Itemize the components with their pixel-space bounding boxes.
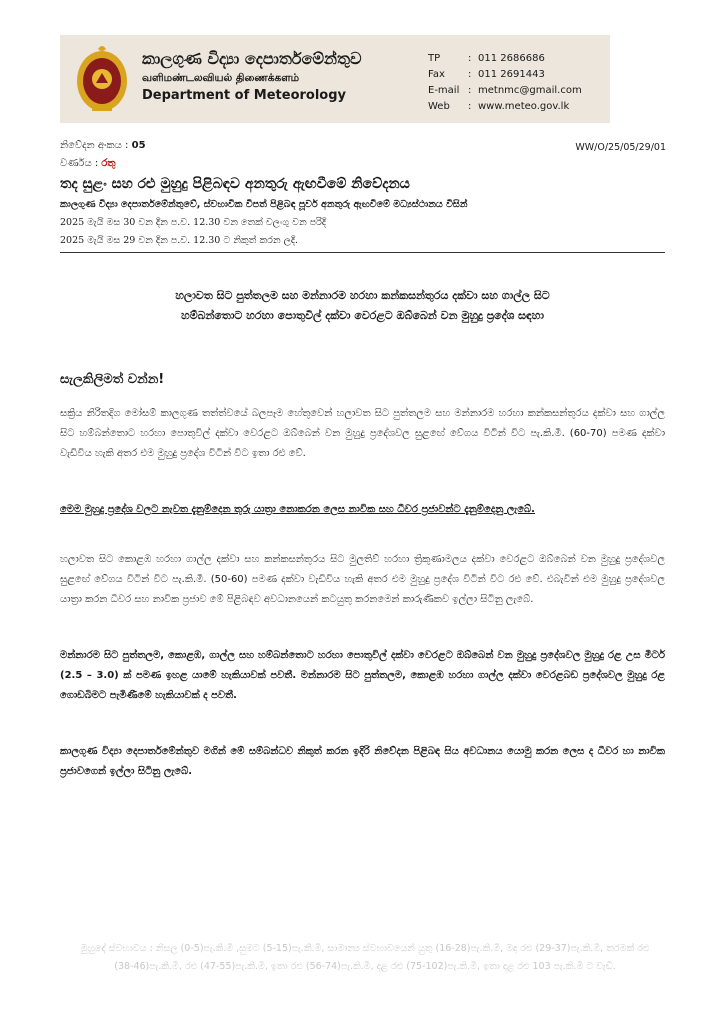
notice-title: තද සුළං සහ රළු මුහුදු පිළිබඳව අනතුරු ඇඟවීමේ නිවේදනය [60, 176, 410, 192]
paragraph: මන්නාරම සිට පුත්තලම, කොළඹ, ගාල්ල සහ හම්බන්තොට හරහා පොතුවිල් දක්වා වෙරළට ඔබ්බෙන් වන මුහුදු ප්‍රදේශවල මුහුදු රළ උස මීටර් (2.5 – 3.0) ක් පමණ ඉහළ යාමේ හැකියාවක් පවතී. මන්නාරම සිට පුත්තලම, කොළඹ හරහා ගාල්ල දක්වා වෙරළබඩ ප්‍රදේශවල මුහුදු රළ ගොඩබිමට පැමිණීමේ හැකියාවක් ද පවතී. [60, 650, 665, 701]
paragraph-advisory: මෙම මුහුදු ප්‍රදේශ වලට නැවත දැනුම්දෙන තුරු යාත්‍රා නොකරන ලෙස නාවික සහ ධීවර ප්‍රජාවන්ට දැනුම්දෙනු ලැබේ. [60, 504, 535, 515]
area-heading-line: හලාවත සිට පුත්තලම සහ මන්නාරම හරහා කන්කසන්තුරය දක්වා සහ ගාල්ල සිට [175, 289, 550, 302]
sea-state-legend: මුහුදේ ස්වභාවය : නිසල (0-5)පැ.කි.මී ,සුමට (5-15)පැ.කි.මී, සාමාන්‍ය ස්වභාවයෙන් යුතු (16-28)පැ.කි.මී, මද රළු (29-37)පැ.කි.මී, තරමක් රළු (38-46)පැ.කි.මී, රළු (47-55)පැ.කි.මී, ඉතා රළු (56-74)පැ.කි.මී, දළ රළු (75-102)පැ.කි.මී, ඉතා දළ රළු 103 පැ.කි.මී ට වැඩි. [80, 943, 650, 972]
contact-row: TP : 011 2686686 [428, 53, 545, 64]
caution-heading: සැලකිලිමත් වන්න! [60, 372, 165, 387]
contact-row: Fax : 011 2691443 [428, 69, 545, 80]
validity-line: 2025 මැයි මස 30 වන දින ප.ව. 12.30 වන තෙක් වලංගු වන පරිදි [60, 217, 327, 228]
contact-row: Web : www.meteo.gov.lk [428, 101, 570, 112]
issuer-line: කාලගුණ විද්‍යා දෙපාර්තමේන්තුවේ, ස්වභාවික විපත් පිළිබඳ පූර්ව අනතුරු ඇඟවීමේ මධ්‍යස්ථානය විසින් [60, 199, 468, 210]
paragraph: කාලගුණ විද්‍යා දෙපාර්තමේන්තුව මගින් මේ සම්බන්ධව නිකුත් කරන ඉදිරි නිවේදන පිළිබඳ සිය අවධානය යොමු කරන ලෙස ද ධීවර හා නාවික ප්‍රජාවගෙන් ඉල්ලා සිටිනු ලැබේ. [60, 746, 665, 777]
organisation-names [142, 49, 361, 105]
contact-block [428, 51, 582, 115]
area-heading-line: හම්බන්තොට හරහා පොතුවිල් දක්වා වෙරළට ඔබ්බෙන් වන මුහුදු ප්‍රදේශ සඳහා [181, 309, 544, 322]
notice-category: වර්ණය : රතු [60, 158, 116, 169]
issued-line: 2025 මැයි මස 29 වන දින ප.ව. 12.30 ට නිකුත් කරන ලදි. [60, 235, 299, 246]
org-name-english: Department of Meteorology [142, 88, 347, 103]
notice-number: නිවේදන අංකය : 05 [60, 140, 146, 151]
sri-lanka-emblem-icon [74, 43, 130, 115]
org-name-sinhala: කාලගුණ විද්‍යා දෙපාර්තමේන්තුව [142, 49, 362, 68]
reference-number: WW/O/25/05/29/01 [575, 142, 666, 153]
contact-row: E-mail : metnmc@gmail.com [428, 85, 582, 96]
org-name-tamil: வளிமண்டலவியல் திணைக்களம் [142, 72, 300, 84]
paragraph: සක්‍රිය නිරිතදිග මෝසම් කාලගුණ තත්ත්වයේ බලපෑම හේතුවෙන් හලාවත සිට පුත්තලම සහ මන්නාරම හරහා කන්කසන්තුරය දක්වා සහ ගාල්ල සිට හම්බන්තොට හරහා පොතුවිල් දක්වා වෙරළට ඔබ්බෙන් වන මුහුදු ප්‍රදේශවල සුළඟේ වේගය විටින් විට පැ.කි.මී. (60-70) පමණ දක්වා වැඩිවිය හැකි අතර එම මුහුදු ප්‍රදේශ විටින් විට ඉතා රළු වේ. [60, 408, 665, 459]
divider [60, 252, 665, 253]
paragraph: හලාවත සිට කොළඹ හරහා ගාල්ල දක්වා සහ කන්කසන්තුරය සිට මුලතිව් හරහා ත්‍රිකුණාමලය දක්වා වෙරළට ඔබ්බෙන් වන මුහුදු ප්‍රදේශවල සුළඟේ වේගය විටින් විට පැ.කි.මී. (50-60) පමණ දක්වා වැඩිවිය හැකි අතර එම මුහුදු ප්‍රදේශ විටින් විට රළු වේ. එබැවින් එම මුහුදු ප්‍රදේශවල යාත්‍රා කරන ධීවර සහ නාවික ප්‍රජාව මේ පිළිබඳව අවධානයෙන් කටයුතු කරනමෙන් කාරුණිකව ඉල්ලා සිටිනු ලැබේ. [60, 554, 665, 605]
letterhead [60, 35, 610, 123]
